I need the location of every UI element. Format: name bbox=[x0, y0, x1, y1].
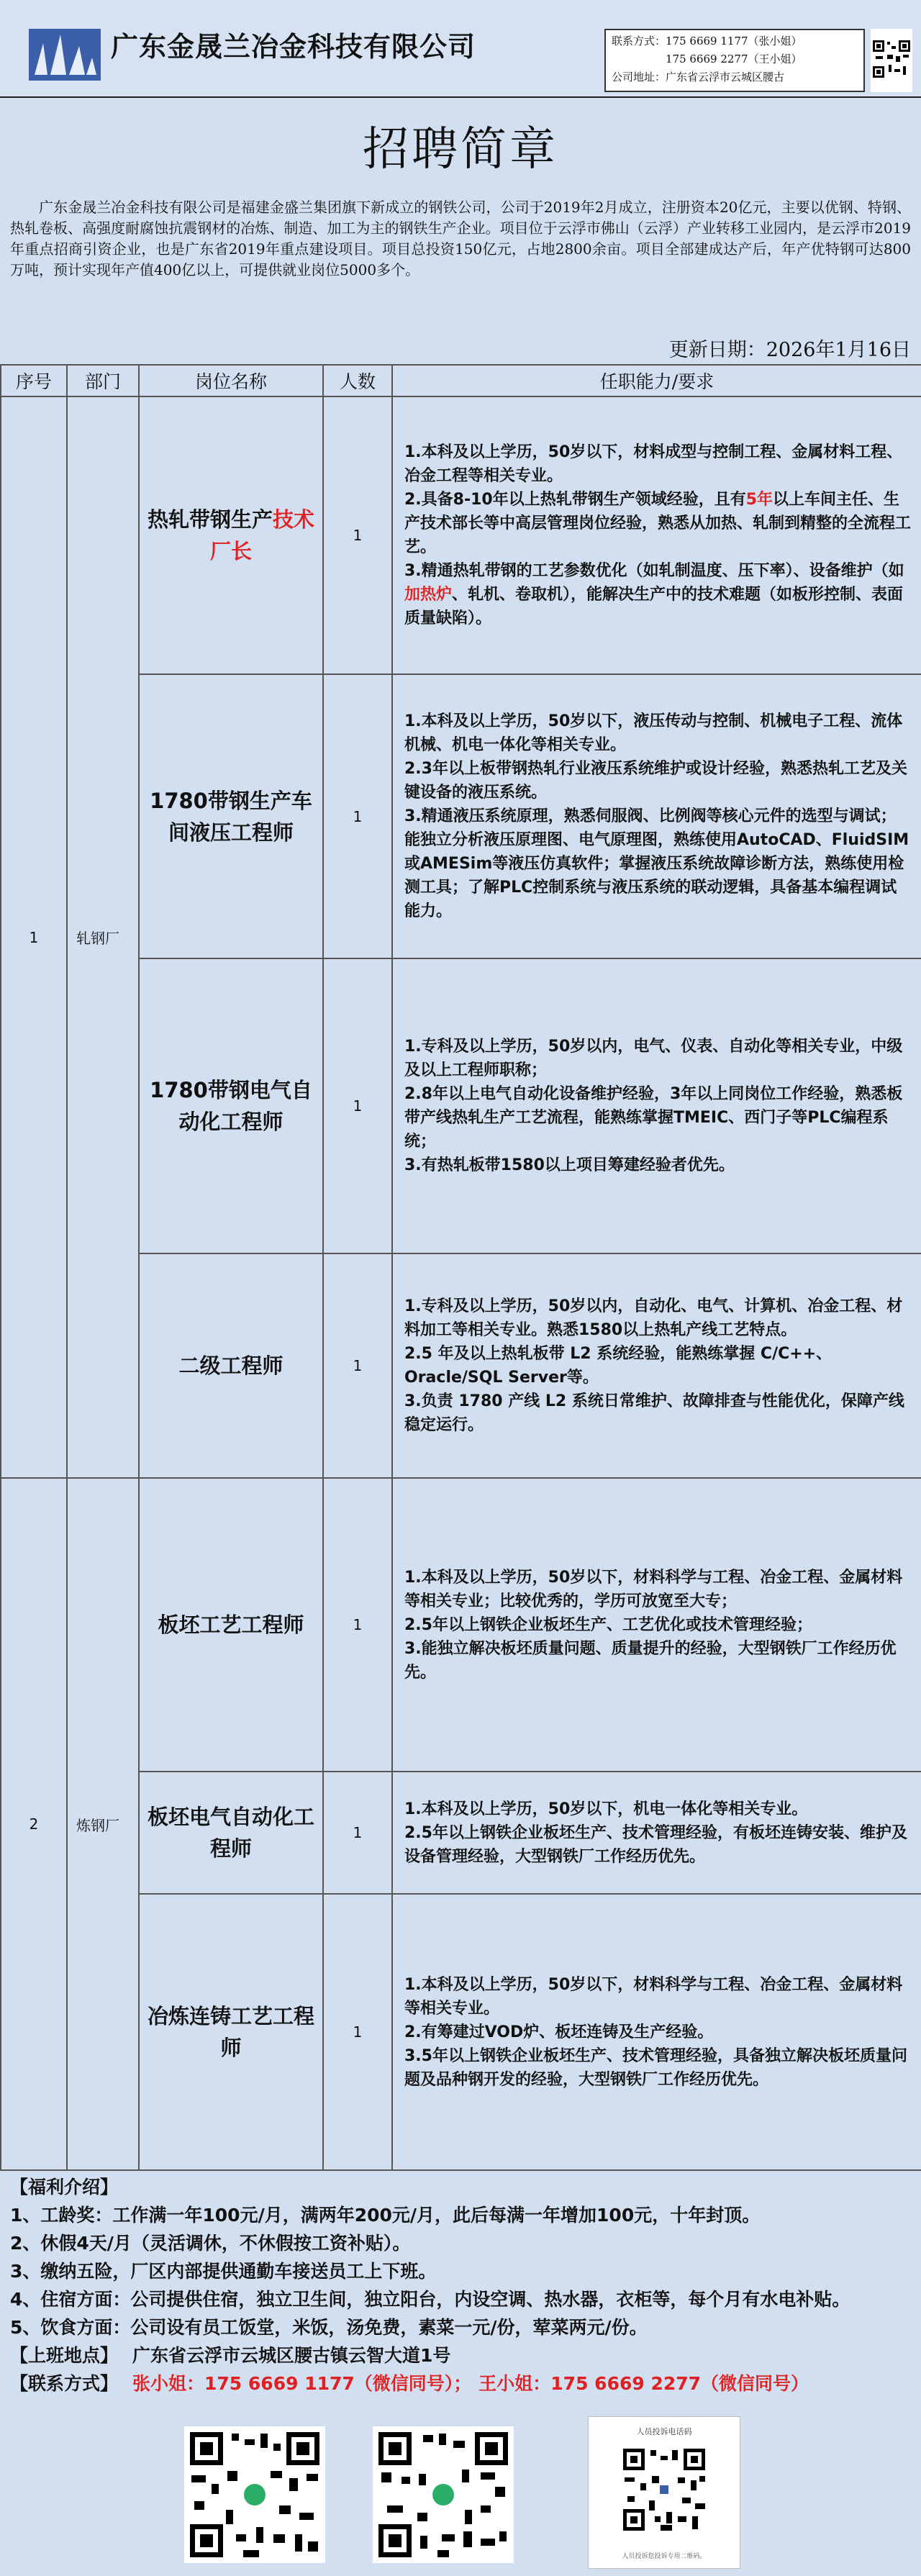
table-row bbox=[1, 396, 921, 674]
job-title: 板坯电气自动化工程师 bbox=[139, 1772, 323, 1894]
header-address-row bbox=[612, 68, 858, 86]
requirement-text: 2.具备8-10年以上热轧带钢生产领域经验，且有 bbox=[404, 491, 746, 509]
header-contact-row-2 bbox=[612, 50, 858, 68]
requirement-line: 1.本科及以上学历，50岁以下，材料科学与工程、冶金工程、金属材料等相关专业。 bbox=[404, 1975, 903, 2018]
requirement-line: 2.8年以上电气自动化设备维护经验，3年以上同岗位工作经验，熟悉板带产线热轧生产工艺流程，能熟练掌握TMEIC、西门子等PLC编程系统； bbox=[404, 1085, 903, 1151]
job-title: 板坯工艺工程师 bbox=[139, 1478, 323, 1772]
requirement-line: 2.5年以上钢铁企业板坯生产、工艺优化或技术管理经验； bbox=[404, 1615, 812, 1634]
benefit-item: 3、缴纳五险，厂区内部提供通勤车接送员工上下班。 bbox=[10, 2261, 437, 2282]
complaint-qr-card bbox=[588, 2416, 740, 2569]
benefits-heading: 【福利介绍】 bbox=[10, 2177, 119, 2198]
header-count: 人数 bbox=[323, 365, 392, 396]
job-title bbox=[139, 396, 323, 674]
header-contact-row-1 bbox=[612, 32, 858, 50]
job-requirements bbox=[392, 1894, 921, 2170]
header-qr-code-icon bbox=[871, 29, 912, 92]
qr-card-footer: 人员投诉您投诉专用二维码。 bbox=[622, 2553, 707, 2560]
requirement-text: 3.精通热轧带钢的工艺参数优化（如轧制温度、压下率）、设备维护（如 bbox=[404, 562, 904, 580]
table-row bbox=[1, 958, 921, 1253]
header-contact-box bbox=[604, 29, 865, 92]
job-count: 1 bbox=[323, 674, 392, 958]
row-no: 1 bbox=[1, 396, 67, 1478]
company-name: 广东金晟兰冶金科技有限公司 bbox=[111, 31, 476, 63]
work-location-label: 【上班地点】 bbox=[10, 2345, 119, 2366]
table-row bbox=[1, 1253, 921, 1478]
job-requirements bbox=[392, 1772, 921, 1894]
requirement-line: 3.能独立解决板坯质量问题、质量提升的经验，大型钢铁厂工作经历优先。 bbox=[404, 1639, 897, 1682]
address-value: 广东省云浮市云城区腰古 bbox=[666, 71, 785, 83]
wechat-qr-code-icon bbox=[373, 2426, 514, 2563]
work-location bbox=[10, 2341, 914, 2369]
table-row bbox=[1, 1772, 921, 1894]
benefit-item: 1、工龄奖：工作满一年100元/月，满两年200元/月，此后每满一年增加100元，十年封顶。 bbox=[10, 2205, 761, 2226]
work-location-value: 广东省云浮市云城区腰古镇云智大道1号 bbox=[132, 2345, 451, 2366]
contact-phone-zhang[interactable]: 张小姐：175 6669 1177（微信同号）； bbox=[132, 2373, 472, 2394]
requirement-highlight: 加热炉 bbox=[404, 586, 453, 604]
job-count: 1 bbox=[323, 1478, 392, 1772]
qr-card-caption: 人员投诉电话码 bbox=[636, 2427, 692, 2436]
contact-phone-wang[interactable]: 王小姐：175 6669 2277（微信同号） bbox=[478, 2373, 809, 2394]
requirement-line: 1.本科及以上学历，50岁以下，材料科学与工程、冶金工程、金属材料等相关专业；比较优秀的，学历可放宽至大专； bbox=[404, 1568, 903, 1610]
job-title-part: 热轧带钢生产 bbox=[147, 507, 273, 532]
job-title: 二级工程师 bbox=[139, 1253, 323, 1478]
row-dept: 轧钢厂 bbox=[67, 396, 139, 1478]
requirement-text: 、轧机、卷取机），能解决生产中的技术难题（如板形控制、表面质量缺陷）。 bbox=[404, 586, 904, 627]
table-row bbox=[1, 1894, 921, 2170]
header bbox=[0, 0, 921, 98]
contact-phone-1[interactable]: 175 6669 1177（张小姐） bbox=[666, 35, 802, 47]
job-count: 1 bbox=[323, 1253, 392, 1478]
job-requirements bbox=[392, 1478, 921, 1772]
job-title: 1780带钢生产车间液压工程师 bbox=[139, 674, 323, 958]
row-dept: 炼钢厂 bbox=[67, 1478, 139, 2170]
job-count: 1 bbox=[323, 1894, 392, 2170]
benefit-item: 2、休假4天/月（灵活调休，不休假按工资补贴）。 bbox=[10, 2233, 411, 2254]
job-count: 1 bbox=[323, 1772, 392, 1894]
job-requirements bbox=[392, 396, 921, 674]
job-count: 1 bbox=[323, 958, 392, 1253]
requirement-line: 1.专科及以上学历，50岁以内，电气、仪表、自动化等相关专业，中级及以上工程师职称； bbox=[404, 1038, 903, 1079]
requirement-line: 3.精通液压系统原理，熟悉伺服阀、比例阀等核心元件的选型与调试；能独立分析液压原理图、电气原理图，熟练使用AutoCAD、FluidSIM或AMESim等液压仿真软件；掌握液压系统故障诊断方法，熟练使用检测工具；了解PLC控制系统与液压系统的联动逻辑，具备基本编程调试能力。 bbox=[404, 807, 909, 920]
requirement-line bbox=[404, 559, 911, 630]
benefits-section bbox=[10, 2173, 914, 2398]
header-requirements: 任职能力/要求 bbox=[392, 365, 921, 396]
requirement-line: 1.本科及以上学历，50岁以下，材料成型与控制工程、金属材料工程、冶金工程等相关专业。 bbox=[404, 443, 903, 485]
page-title: 招聘简章 bbox=[363, 123, 558, 176]
requirement-line: 3.5年以上钢铁企业板坯生产、技术管理经验，具备独立解决板坯质量问题及品种钢开发的经验，大型钢铁厂工作经历优先。 bbox=[404, 2046, 907, 2089]
row-no: 2 bbox=[1, 1478, 67, 2170]
jobs-table bbox=[0, 364, 921, 2171]
job-requirements bbox=[392, 674, 921, 958]
requirement-line: 1.本科及以上学历，50岁以下，机电一体化等相关专业。 bbox=[404, 1800, 808, 1818]
requirement-text: 以上车间主任、生产技术部长等中高层管理岗位经验，熟悉从加热、轧制到精整的全流程工艺。 bbox=[404, 491, 912, 556]
company-intro: 广东金晟兰冶金科技有限公司是福建金盛兰集团旗下新成立的钢铁公司，公司于2019年2月成立，注册资本20亿元，主要以优钢、特钢、热轧卷板、高强度耐腐蚀抗震钢材的冶炼、制造、加工为主的钢铁生产企业。项目位于云浮市佛山（云浮）产业转移工业园内，是云浮市2019年重点招商引资企业，也是广东省2019年重点建设项目。项目总投资150亿元，占地2800余亩。项目全部建成达产后，年产优特钢可达800万吨，预计实现年产值400亿以上，可提供就业岗位5000多个。 bbox=[10, 199, 911, 278]
contact-phone-2[interactable]: 175 6669 2277（王小姐） bbox=[666, 53, 802, 65]
requirement-line: 1.专科及以上学历，50岁以内，自动化、电气、计算机、冶金工程、材料加工等相关专业。熟悉1580以上热轧产线工艺特点。 bbox=[404, 1297, 903, 1339]
contact-label: 联系方式： bbox=[612, 35, 666, 47]
header-no: 序号 bbox=[1, 365, 67, 396]
requirement-line: 1.本科及以上学历，50岁以下，液压传动与控制、机械电子工程、流体机械、机电一体化等相关专业。 bbox=[404, 712, 903, 754]
requirement-line: 3.负责 1780 产线 L2 系统日常维护、故障排查与性能优化，保障产线稳定运行。 bbox=[404, 1392, 904, 1434]
table-header-row bbox=[1, 365, 921, 396]
address-label: 公司地址： bbox=[612, 71, 666, 83]
requirement-line: 2.3年以上板带钢热轧行业液压系统维护或设计经验，熟悉热轧工艺及关键设备的液压系统。 bbox=[404, 760, 907, 802]
job-title-highlight: 技术厂长 bbox=[209, 507, 315, 563]
table-row bbox=[1, 674, 921, 958]
company-logo-icon bbox=[29, 29, 101, 81]
header-position: 岗位名称 bbox=[139, 365, 323, 396]
requirement-line: 2.5年以上钢铁企业板坯生产、技术管理经验，有板坯连铸安装、维护及设备管理经验，大型钢铁厂工作经历优先。 bbox=[404, 1823, 907, 1866]
job-requirements bbox=[392, 1253, 921, 1478]
job-title: 冶炼连铸工艺工程师 bbox=[139, 1894, 323, 2170]
complaint-qr-code-icon bbox=[620, 2446, 708, 2534]
requirement-line: 2.5 年及以上热轧板带 L2 系统经验，能熟练掌握 C/C++、Oracle/SQL Server等。 bbox=[404, 1345, 832, 1387]
requirement-line: 3.有热轧板带1580以上项目筹建经验者优先。 bbox=[404, 1156, 735, 1174]
job-count: 1 bbox=[323, 396, 392, 674]
requirement-highlight: 5年 bbox=[745, 491, 773, 509]
header-dept: 部门 bbox=[67, 365, 139, 396]
table-row bbox=[1, 1478, 921, 1772]
benefit-item: 5、饮食方面：公司设有员工饭堂，米饭，汤免费，素菜一元/份，荤菜两元/份。 bbox=[10, 2317, 648, 2338]
requirement-line: 2.有筹建过VOD炉、板坯连铸及生产经验。 bbox=[404, 2023, 714, 2041]
job-requirements bbox=[392, 958, 921, 1253]
benefit-item: 4、住宿方面：公司提供住宿，独立卫生间，独立阳台，内设空调、热水器，衣柜等，每个月有水电补贴。 bbox=[10, 2289, 850, 2310]
contact-info bbox=[10, 2369, 914, 2398]
requirement-line bbox=[404, 488, 911, 559]
wechat-qr-code-icon bbox=[184, 2426, 325, 2563]
job-title: 1780带钢电气自动化工程师 bbox=[139, 958, 323, 1253]
contact-info-label: 【联系方式】 bbox=[10, 2373, 119, 2394]
update-date: 更新日期：2026年1月16日 bbox=[668, 339, 911, 361]
